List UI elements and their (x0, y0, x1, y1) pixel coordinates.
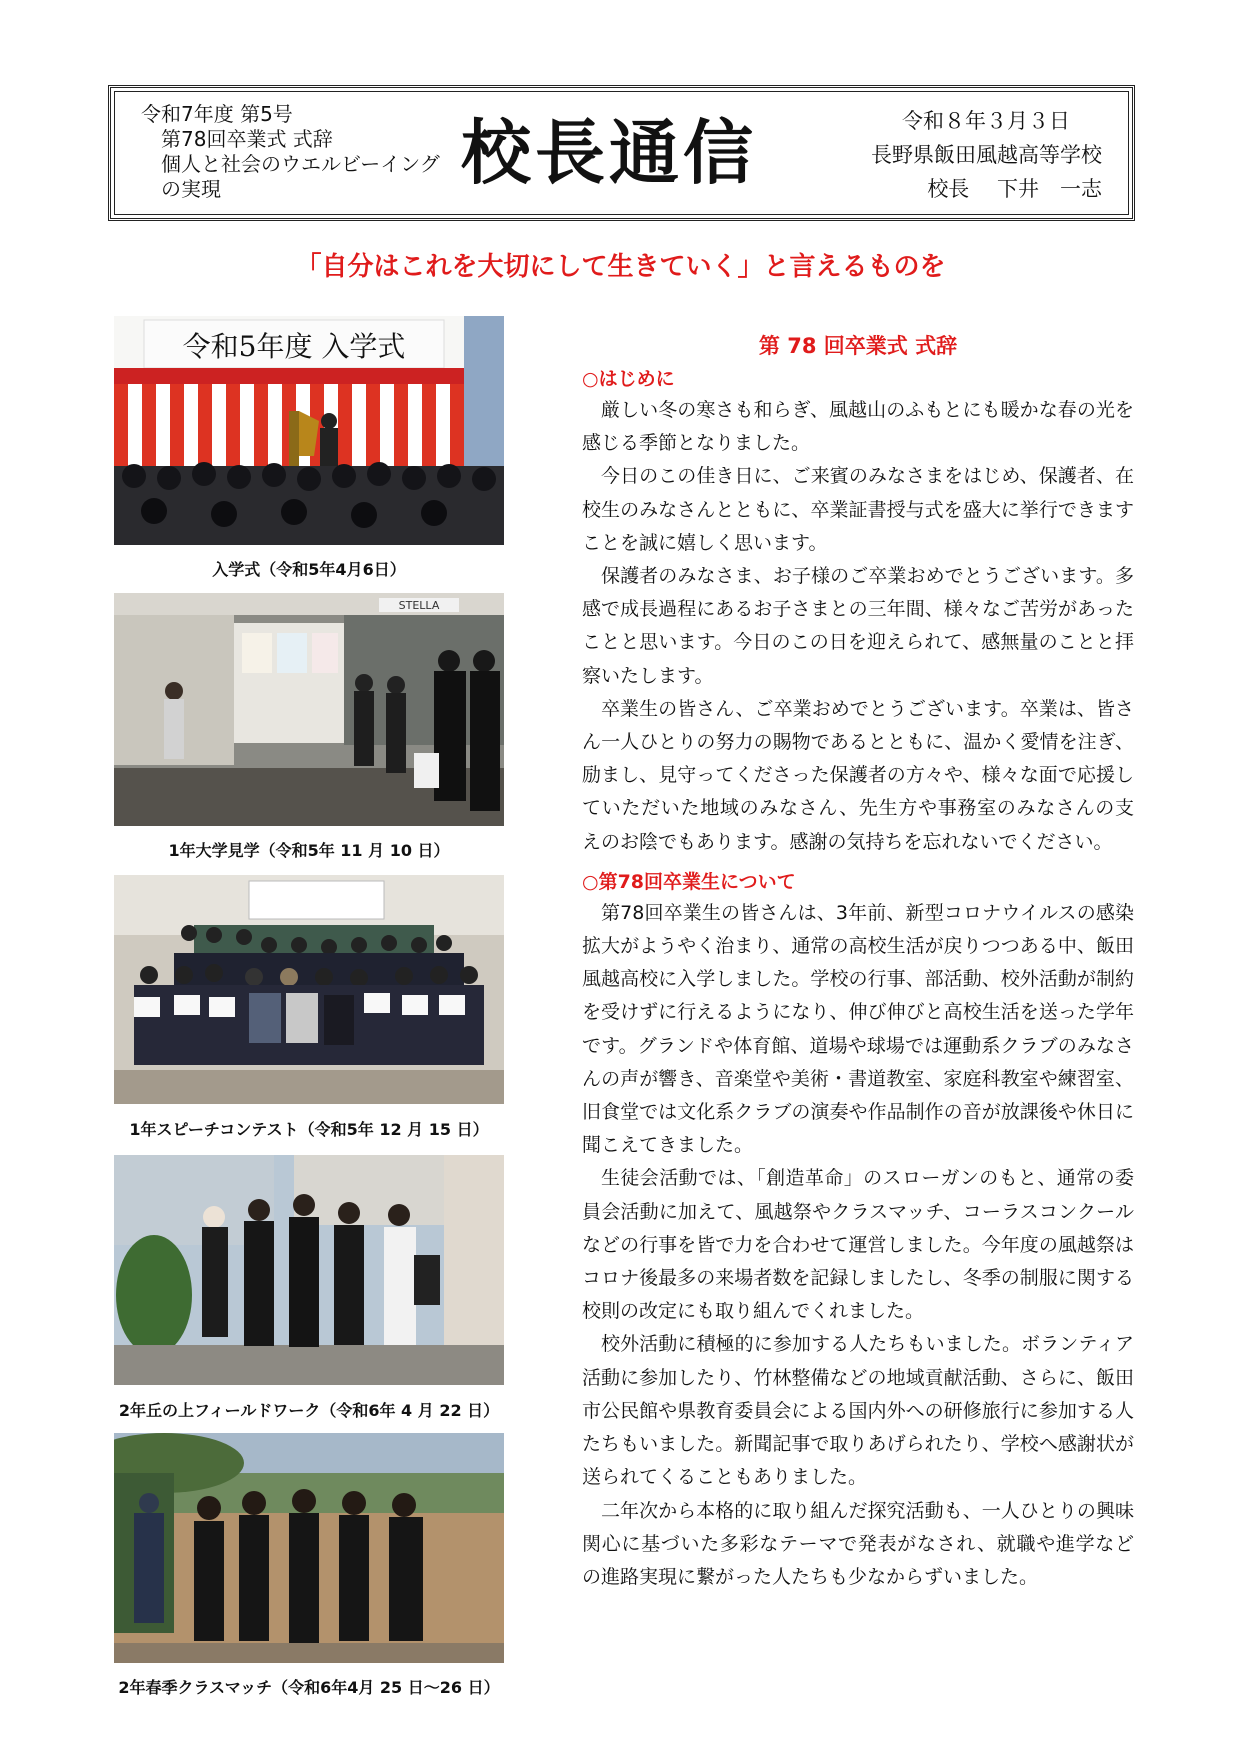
photo-sign-text: STELLA (398, 599, 440, 612)
photo-university-visit (114, 593, 504, 826)
photo-caption-4: 2年丘の上フィールドワーク（令和6年 4 月 22 日） (118, 1401, 500, 1420)
photo-class-match (114, 1433, 504, 1663)
article-title: 第 78 回卒業式 式辞 (758, 334, 958, 358)
photo-caption-1: 入学式（令和5年4月6日） (212, 560, 406, 579)
tagline: 「自分はこれを大切にして生きていく」と言えるものを (295, 252, 946, 282)
paragraph: 校外活動に積極的に参加する人たちもいました。ボランティア活動に参加したり、竹林整備などの地域貢献活動、さらに、飯田市公民館や県教育委員会による国内外への研修旅行に参加する人たちもいました。新聞記事で取りあげられたり、学校へ感謝状が送られてくることもありました。 (582, 1333, 1134, 1489)
photo-sign-text: 令和5年度 入学式 (182, 330, 406, 363)
entrance-ceremony-image (114, 316, 504, 545)
section-heading-graduates: ○第78回卒業生について (582, 870, 796, 893)
paragraph: 保護者のみなさま、お子様のご卒業おめでとうございます。多感で成長過程にあるお子さまとの三年間、様々なご苦労があったことと思います。今日のこの日を迎えられて、感無量のことと拝察いたします。 (582, 565, 1134, 687)
paragraph: 二年次から本格的に取り組んだ探究活動も、一人ひとりの興味関心に基づいた多彩なテーマで発表がなされ、就職や進学などの進路実現に繋がった人たちも少なからずいました。 (582, 1499, 1134, 1588)
photo-entrance-ceremony (114, 316, 504, 545)
university-visit-image (114, 593, 504, 826)
paragraph: 生徒会活動では、「創造革命」のスローガンのもと、通常の委員会活動に加えて、風越祭やクラスマッチ、コーラスコンクールなどの行事を皆で力を合わせて運営しました。今年度の風越祭はコロナ後最多の来場者数を記録しましたし、冬季の制服に関する校則の改定にも取り組んでくれました。 (582, 1167, 1134, 1323)
issue-date: 令和８年３月３日 (902, 109, 1070, 133)
principal-role: 校長 (927, 177, 970, 201)
section-heading-intro: ○はじめに (582, 368, 675, 390)
photo-caption-3: 1年スピーチコンテスト（令和5年 12 月 15 日） (129, 1120, 489, 1139)
fieldwork-image (114, 1155, 504, 1385)
paragraph: 卒業生の皆さん、ご卒業おめでとうございます。卒業は、皆さん一人ひとりの努力の賜物であるとともに、温かく愛情を注ぎ、励まし、見守ってくださった保護者の方々や、様々な面で応援していただいた地域のみなさん、先生方や事務室のみなさんの支えのお陰でもあります。感謝の気持ちを忘れないでください。 (582, 697, 1134, 853)
photo-fieldwork (114, 1155, 504, 1385)
school-name: 長野県飯田風越高等学校 (871, 143, 1102, 167)
issue-line: 令和7年度 第5号 (141, 102, 293, 126)
paragraph: 第78回卒業生の皆さんは、3年前、新型コロナウイルスの感染拡大がようやく治まり、通常の高校生活が戻りつつある中、飯田風越高校に入学しました。学校の行事、部活動、校外活動が制約を受けずに行えるようになり、伸び伸びと高校生活を送った学年です。グランドや体育館、道場や球場では運動系クラブのみなさんの声が響き、音楽堂や美術・書道教室、家庭科教室や練習室、旧食堂では文化系クラブの演奏や作品制作の音が放課後や休日に聞こえてきました。 (582, 901, 1134, 1157)
photo-caption-2: 1年大学見学（令和5年 11 月 10 日） (168, 841, 450, 860)
masthead-left (141, 102, 440, 202)
masthead (108, 85, 1135, 221)
principal (871, 172, 1102, 206)
photo-caption-5: 2年春季クラスマッチ（令和6年4月 25 日～26 日） (118, 1678, 500, 1697)
paragraph: 今日のこの佳き日に、ご来賓のみなさまをはじめ、保護者、在校生のみなさんとともに、卒業証書授与式を盛大に挙行できますことを誠に嬉しく思います。 (582, 465, 1134, 554)
masthead-right (871, 104, 1102, 206)
class-match-image (114, 1433, 504, 1663)
speech-contest-image (114, 875, 504, 1104)
subtitle-3: の実現 (161, 177, 221, 201)
newsletter-title: 校長通信 (461, 111, 757, 194)
paragraph: 厳しい冬の寒さも和らぎ、風越山のふもとにも暖かな春の光を感じる季節となりました。 (582, 399, 1134, 455)
address-article (582, 330, 1134, 1594)
subtitle-2: 個人と社会のウエルビーイング (161, 152, 440, 176)
photo-speech-contest (114, 875, 504, 1104)
subtitle-1: 第78回卒業式 式辞 (161, 127, 333, 151)
principal-name: 下井 一志 (997, 177, 1102, 201)
